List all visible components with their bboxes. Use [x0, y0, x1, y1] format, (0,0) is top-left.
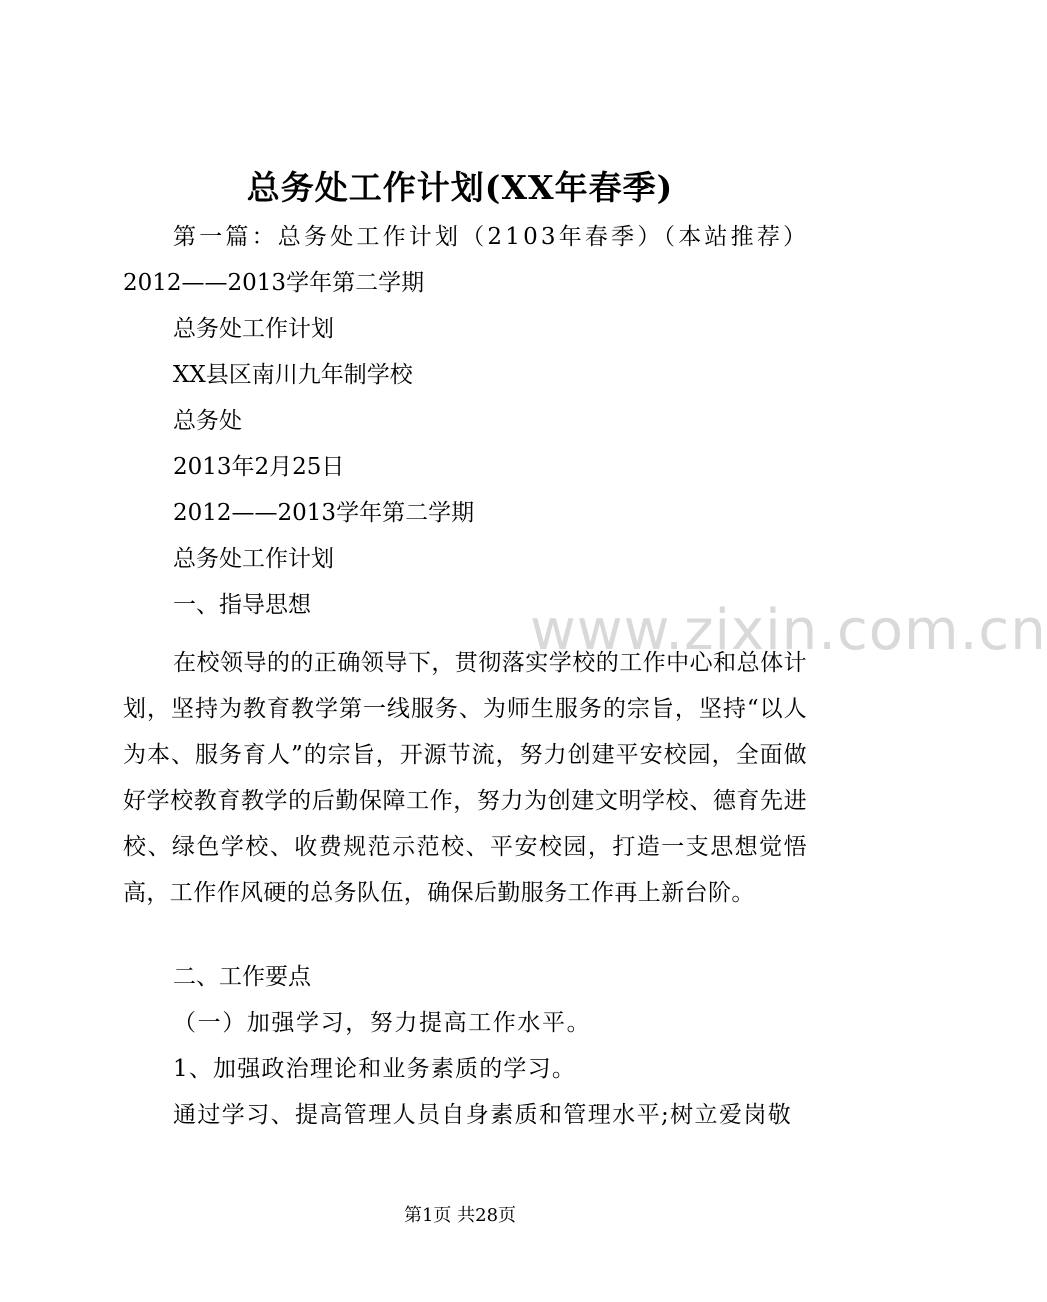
item-political-study: 1、加强政治理论和业务素质的学习。 [173, 1056, 577, 1082]
body-text-line: 通过学习、提高管理人员自身素质和管理水平;树立爱岗敬 [173, 1102, 793, 1128]
school-year-line-2: 2012——2013学年第二学期 [173, 500, 475, 526]
watermark: www.zixin.com.cn [530, 598, 1047, 663]
section-heading-work-points: 二、工作要点 [173, 964, 311, 990]
school-name-line: XX县区南川九年制学校 [173, 362, 413, 388]
section-heading-guiding-thought: 一、指导思想 [173, 592, 311, 618]
page-footer: 第1页 共28页 [403, 1205, 517, 1226]
date-line: 2013年2月25日 [173, 454, 345, 480]
plan-title-line-2: 总务处工作计划 [173, 546, 334, 572]
plan-title-line: 总务处工作计划 [173, 316, 334, 342]
guiding-thought-paragraph: 在校领导的的正确领导下，贯彻落实学校的工作中心和总体计划，坚持为教育教学第一线服务、为师生服务的宗旨，坚持“以人为本、服务育人”的宗旨，开源节流，努力创建平安校园，全面做好学校教育教学的后勤保障工作，努力为创建文明学校、德育先进校、绿色学校、收费规范示范校、平安校园，打造一支思想觉悟高，工作作风硬的总务队伍，确保后勤服务工作再上新台阶。 [123, 650, 807, 906]
department-line: 总务处 [173, 408, 242, 434]
heading-first-article: 第一篇：总务处工作计划（2103年春季）（本站推荐） [173, 224, 810, 250]
subsection-strengthen-study: （一）加强学习，努力提高工作水平。 [173, 1010, 592, 1036]
document-title: 总务处工作计划(XX年春季) [246, 168, 674, 207]
school-year-line: 2012——2013学年第二学期 [123, 270, 425, 296]
